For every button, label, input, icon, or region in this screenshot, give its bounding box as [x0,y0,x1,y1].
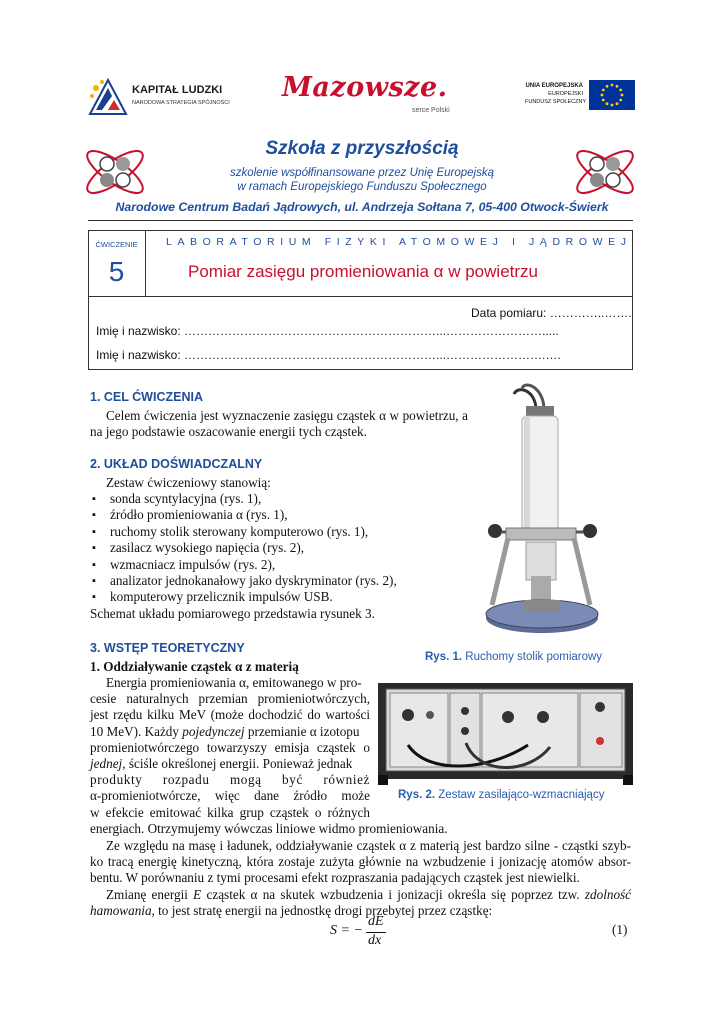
exercise-label: ĆWICZENIE [95,240,138,249]
p1-line-9: w efekcie emitować kilka grup cząstek o różnych [90,804,370,820]
mazowsze-name: Mazowsze. [282,72,448,103]
name-field-1: Imię i nazwisko: ………………………………………………………...……………………..... [96,324,559,338]
power-amplifier-rack-icon [378,675,633,785]
kapital-ludzki-title: KAPITAŁ LUDZKI [132,84,223,96]
p1-line-2: cesie naturalnych przemian promieniotwórczych, [90,691,370,707]
subtitle-line1: szkolenie współfinansowane przez Unię Europejską [229,167,494,179]
section3-paragraph1 [90,675,370,821]
name-field-2: Imię i nazwisko: ………………………………………………………...…………………….…. [96,348,561,362]
equipment-list [90,491,470,606]
p1-line-1: Energia promieniowania α, emitowanego w pro- [106,675,362,690]
section1-text [90,408,468,440]
subtitle-line2: w ramach Europejskiego Funduszu Społecznego [237,181,487,193]
figure2-image [378,675,633,785]
exercise-title: Pomiar zasięgu promieniowania α w powietrzu [188,262,538,281]
equipment-item: ▪ analizator jednokanałowy jako dyskryminator (rys. 2), [90,573,470,589]
logo-mazowsze [282,72,462,122]
section1-heading: 1. CEL ĆWICZENIA [90,390,203,404]
equation-1 [318,914,418,948]
equation-number: (1) [612,922,628,937]
eu-line1: UNIA EUROPEJSKA [525,83,583,89]
section2-heading: 2. UKŁAD DOŚWIADCZALNY [90,457,263,471]
lab-name: LABORATORIUM FIZYKI ATOMOWEJ I JĄDROWEJ [166,236,632,248]
section3-heading: 3. WSTĘP TEORETYCZNY [90,641,245,655]
figure2-caption [398,789,604,801]
section1-paragraph: Celem ćwiczenia jest wyznaczenie zasięgu cząstek α w powietrzu, a na jego podstawie oszacowanie energii tych cząstek. [90,408,468,440]
equipment-item: ▪ ruchomy stolik sterowany komputerowo (rys. 1), [90,524,470,540]
section3-paragraph2: Ze względu na masę i ładunek, oddziaływanie cząstek α z materią jest bardzo silne - cząstki szyb-ko tracą energię kinetyczną, która zostaje zużyta głównie na wzbudzenie i jonizację atomów absor-bentu. W porównaniu z tymi procesami efekt rozpraszania padających cząstek jest niewielki. [90,838,631,886]
kapital-ludzki-emblem-icon [88,74,128,118]
eu-line3: FUNDUSZ SPOŁECZNY [525,99,587,105]
eu-line2: EUROPEJSKI [548,91,583,97]
figure2-text: Zestaw zasilająco-wzmacniający [438,789,605,801]
equation-numerator: dE [368,914,384,929]
exercise-box-vsep [145,230,146,296]
exercise-number: 5 [108,256,125,287]
exercise-box-hsep [88,296,632,297]
section2-intro: Zestaw ćwiczeniowy stanowią: [106,475,271,490]
p1-line-6: jednej, ściśle określonej energii. Ponieważ jednak [90,756,353,772]
page-title: Szkoła z przyszłością [265,138,459,159]
figure1-caption [425,651,602,663]
institute-address: Narodowe Centrum Badań Jądrowych, ul. Andrzeja Sołtana 7, 05-400 Otwock-Świerk [115,200,609,214]
section2-outro: Schemat układu pomiarowego przedstawia rysunek 3. [90,606,375,621]
figure2-label: Rys. 2. [398,789,436,801]
p1-line-3: jest rzędu kilku MeV (może dochodzić do wartości [90,707,370,723]
logo-kapital-ludzki [88,74,238,118]
p1-line-5: promieniotwórczego towarzyszy emisja cząstek o [90,739,370,755]
equipment-item: ▪ wzmacniacz impulsów (rys. 2), [90,557,470,573]
date-field: Data pomiaru: …………..……. [471,306,632,320]
equation-lhs: S = − [330,923,363,938]
mazowsze-tagline: serce Polski [412,107,450,114]
header-divider [88,220,633,221]
equation-denominator: dx [368,933,382,948]
equipment-item: ▪ komputerowy przelicznik impulsów USB. [90,589,470,605]
equipment-item: ▪ źródło promieniowania α (rys. 1), [90,507,470,523]
figure1-label: Rys. 1. [425,651,463,663]
p1-line-4: 10 MeV). Każdy pojedynczej przemianie α izotopu [90,723,360,739]
equipment-item: ▪ zasilacz wysokiego napięcia (rys. 2), [90,540,470,556]
figure1-text: Ruchomy stolik pomiarowy [465,651,603,663]
section3-subheading: 1. Oddziaływanie cząstek α z materią [90,659,299,674]
section3-paragraph3: Zmianę energii E cząstek α na skutek wzbudzenia i jonizacji określa się poprzez tzw. zdolność hamowania, to jest stratę energii na jednostkę drogi przebytej przez cząstkę: [90,887,632,919]
kapital-ludzki-subtitle: NARODOWA STRATEGIA SPÓJNOŚCI [132,100,230,106]
equipment-item: ▪ sonda scyntylacyjna (rys. 1), [90,491,470,507]
p1-line-8: α-promieniotwórcze, więc dane źródło może [90,788,370,804]
p1-line-10: energiach. Otrzymujemy wówczas liniowe widmo promieniowania. [90,821,448,836]
eu-flag-icon [589,80,635,110]
figure1-image [478,380,608,645]
p1-line-7: produkty rozpadu mogą być również [90,772,370,788]
logo-eu-fund [525,80,635,112]
scintillation-probe-stand-icon [478,380,608,645]
